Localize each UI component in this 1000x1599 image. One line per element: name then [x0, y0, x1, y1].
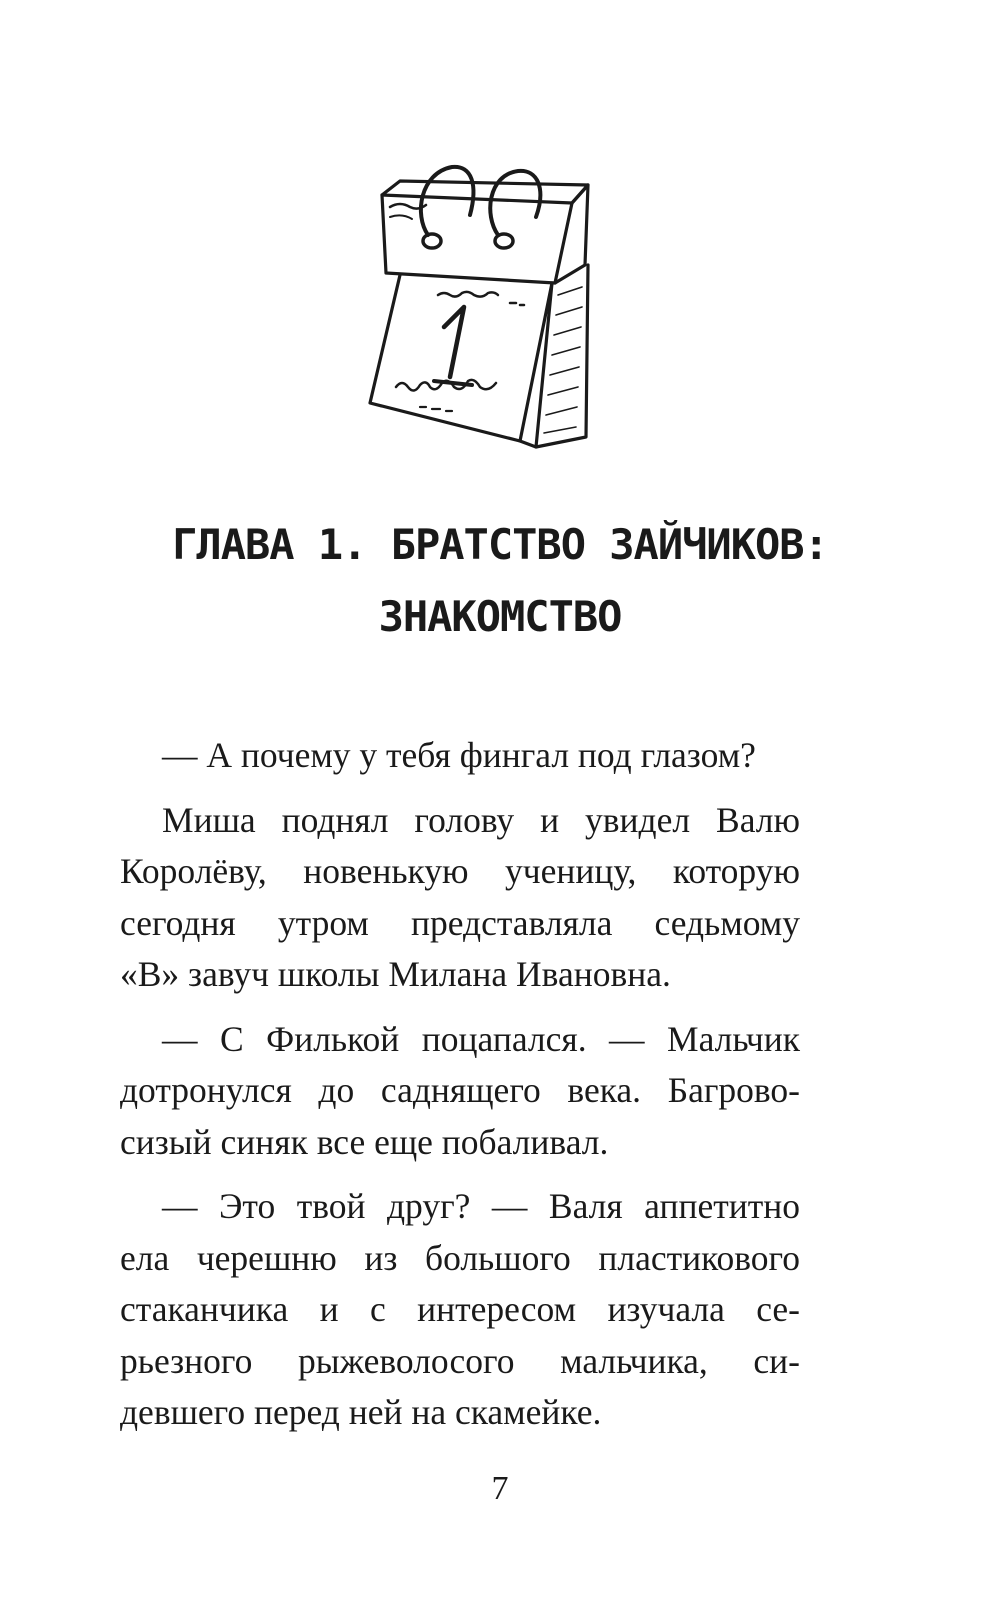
text-line: Миша поднял голову и увидел Валю: [162, 799, 800, 840]
text-line: Королёву, новенькую ученицу, которую: [120, 851, 800, 891]
text-line: — А почему у тебя фингал под глазом?: [162, 735, 756, 775]
page-number: 7: [491, 1470, 509, 1507]
text-line: «В» завуч школы Милана Ивановна.: [120, 954, 671, 994]
chapter-title-line1: ГЛАВА 1. БРАТСТВО ЗАЙЧИКОВ:: [172, 520, 828, 569]
calendar-illustration: [360, 155, 600, 460]
paragraph: [120, 795, 800, 1001]
paragraph: [120, 1014, 800, 1169]
text-line: рьезного рыжеволосого мальчика, си-: [120, 1340, 800, 1381]
chapter-title-line2: ЗНАКОМСТВО: [378, 592, 622, 641]
text-line: сегодня утром представляла седьмому: [120, 902, 800, 943]
chapter-body: [120, 730, 800, 1452]
text-line: дотронулся до саднящего века. Багрово-: [120, 1070, 800, 1110]
text-line: стаканчика и с интересом изучала се-: [120, 1289, 800, 1329]
paragraph: [120, 1181, 800, 1439]
text-line: — Это твой друг? — Валя аппетитно: [162, 1186, 800, 1226]
paragraph: [120, 730, 800, 782]
text-line: ела черешню из большого пластикового: [120, 1237, 800, 1278]
tear-off-calendar-icon: [360, 155, 600, 460]
text-line: сизый синяк все еще побаливал.: [120, 1121, 609, 1162]
text-line: девшего перед ней на скамейке.: [120, 1392, 602, 1432]
text-line: — С Филькой поцапался. — Мальчик: [162, 1018, 800, 1059]
